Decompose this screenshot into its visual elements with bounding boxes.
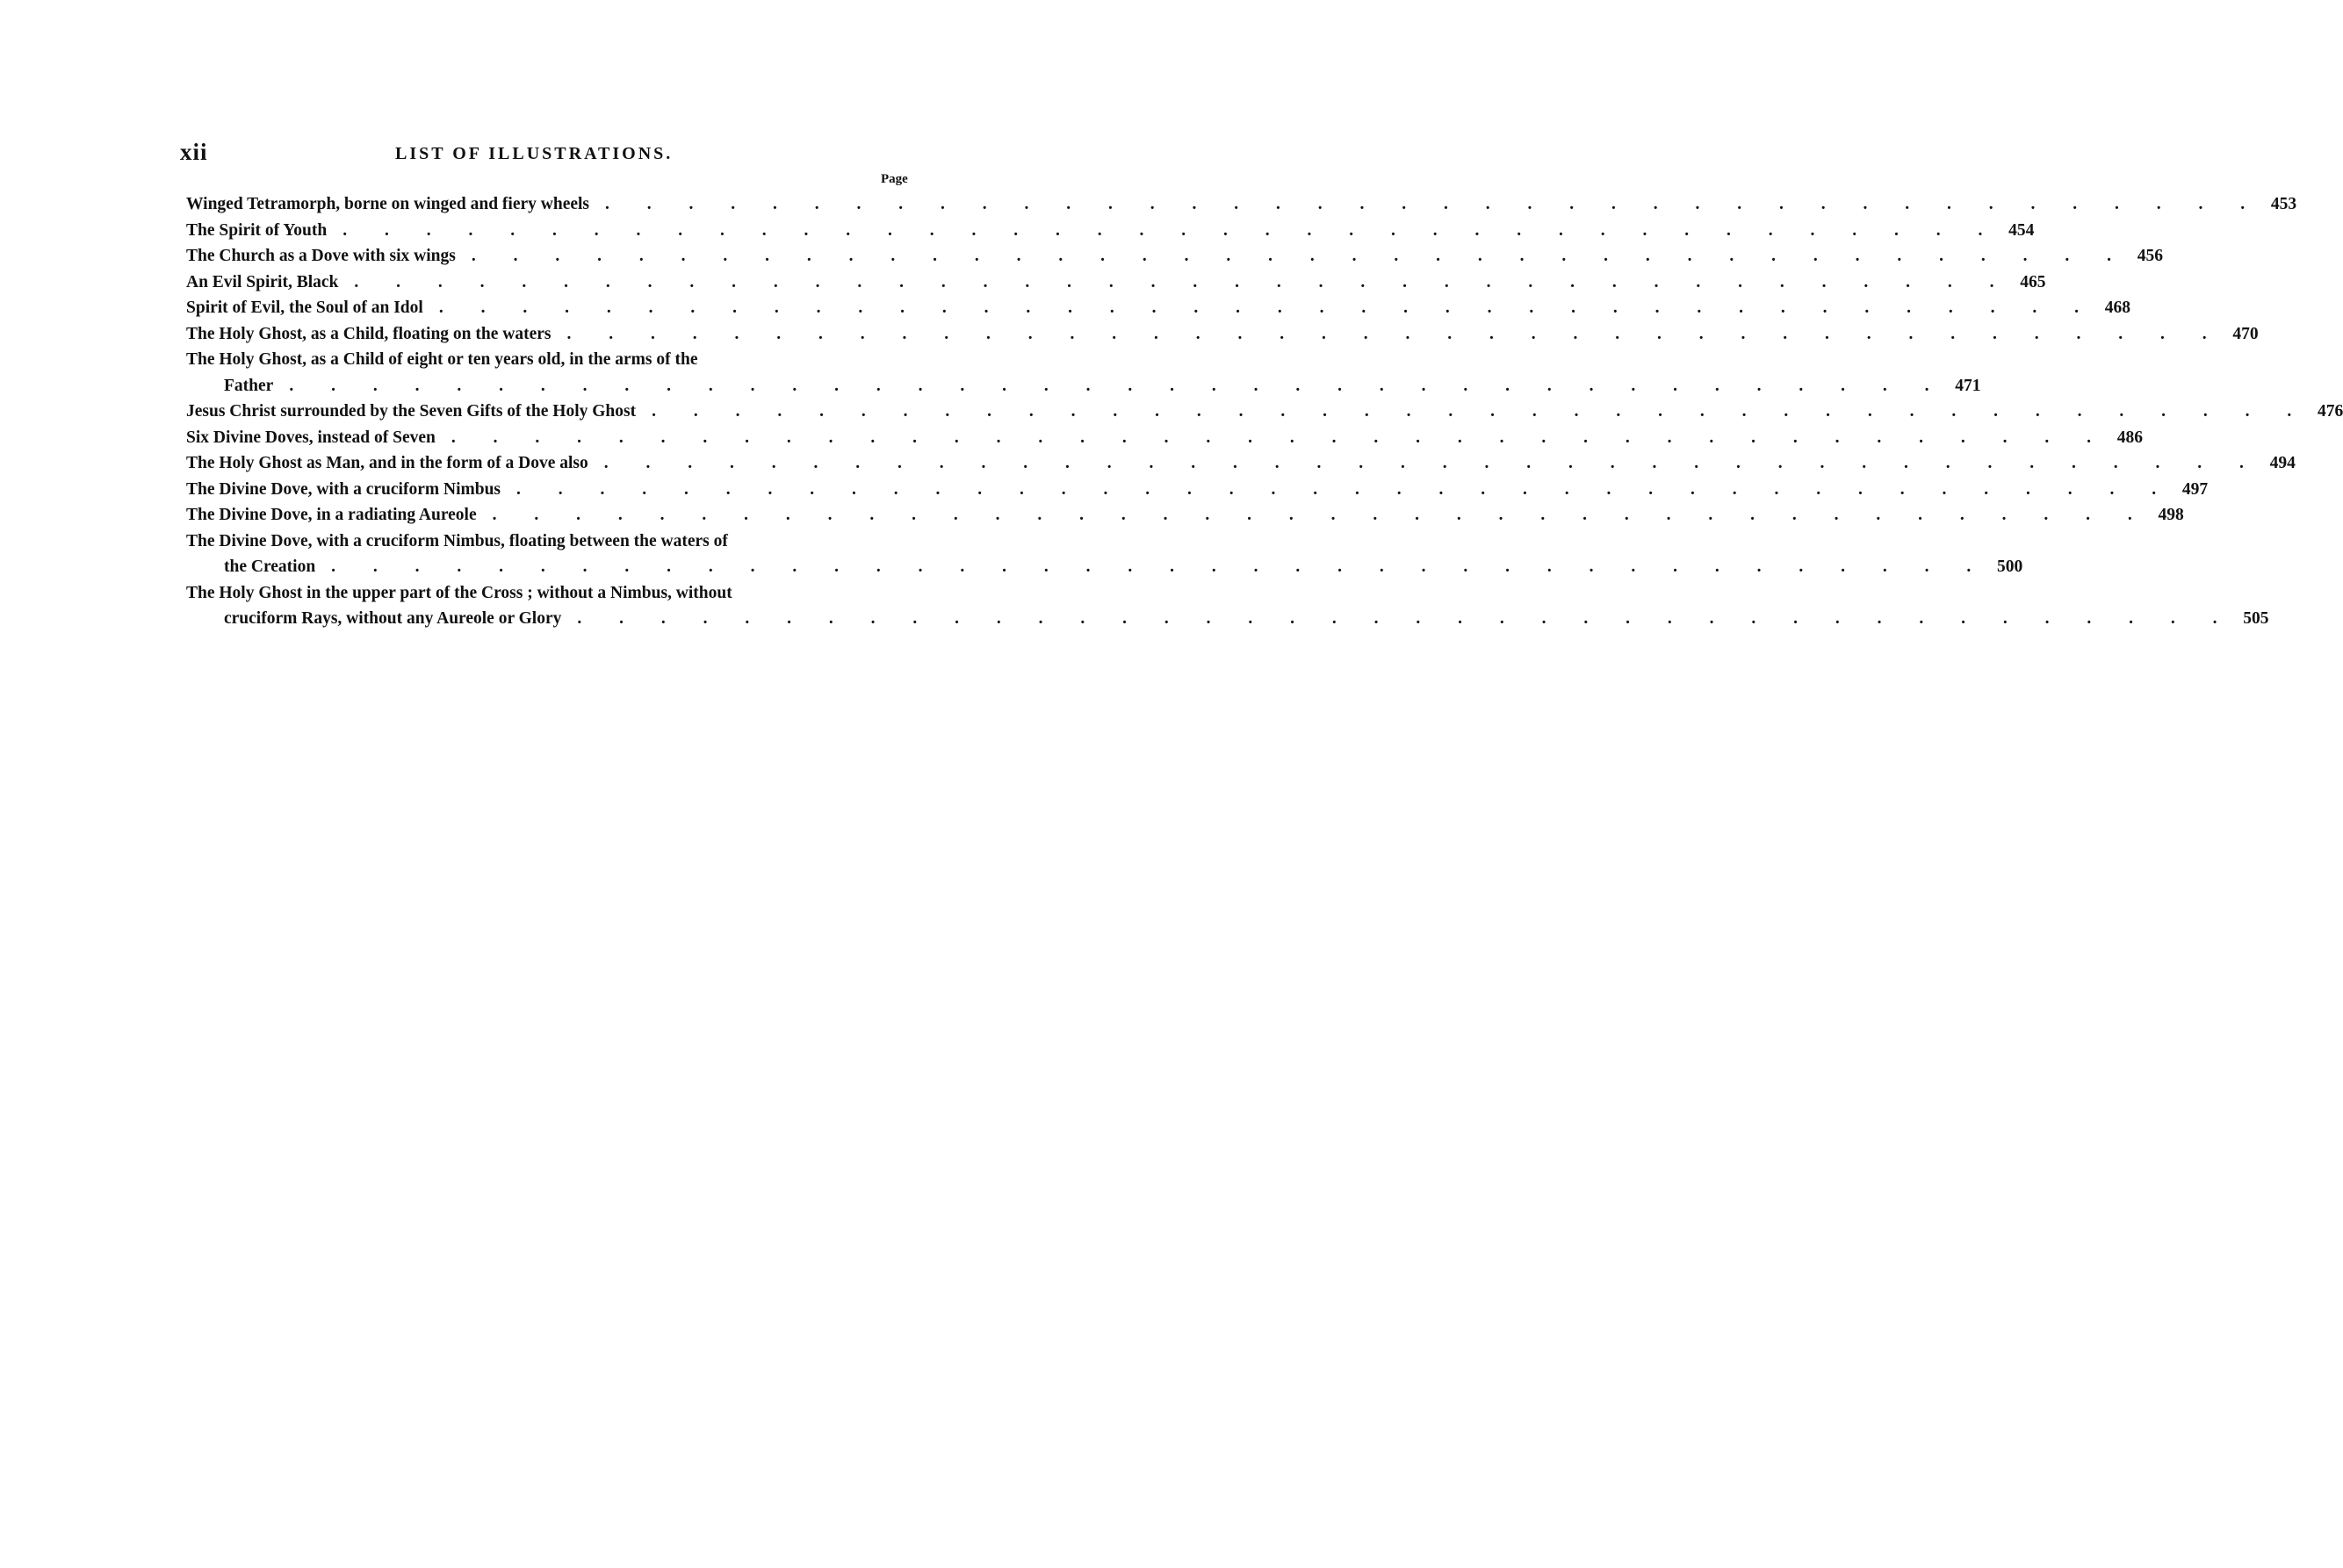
- entry-title: the Creation: [224, 557, 316, 576]
- dot-leader: . . . . . . . . . . . . . . . . . . . . . . . . . . . . . . . . . . . . . . . .: [652, 402, 2309, 421]
- entry-title: Father: [224, 376, 274, 395]
- dot-leader: . . . . . . . . . . . . . . . . . . . . . . . . . . . . . . . . . . . . . . . .: [492, 506, 2149, 524]
- entry-page-number: 486: [2116, 428, 2143, 447]
- dot-leader: . . . . . . . . . . . . . . . . . . . . . . . . . . . . . . . . . . . . . . . .: [451, 428, 2108, 447]
- toc-entry: [186, 450, 2296, 477]
- dot-leader: . . . . . . . . . . . . . . . . . . . . . . . . . . . . . . . . . . . . . . . .: [342, 220, 2000, 240]
- entry-title: Six Divine Doves, instead of Seven: [186, 428, 436, 447]
- toc-entry-line: [186, 477, 2209, 503]
- toc-entry: [186, 347, 1981, 399]
- entry-page-number: 498: [2158, 506, 2184, 524]
- toc-entry: [186, 399, 2343, 425]
- toc-entry-line: [186, 580, 926, 607]
- toc-entry-line: [186, 270, 2046, 296]
- dot-leader: . . . . . . . . . . . . . . . . . . . . . . . . . . . . . . . . . . . . . . . .: [516, 479, 2174, 499]
- dot-leader: . . . . . . . . . . . . . . . . . . . . . . . . . . . . . . . . . . . . . . . .: [354, 272, 2011, 291]
- entry-page-number: 471: [1955, 376, 1981, 395]
- toc-entry-line: [186, 295, 2130, 321]
- running-title: LIST OF ILLUSTRATIONS.: [395, 144, 674, 163]
- entry-title: An Evil Spirit, Black: [186, 272, 339, 291]
- entry-page-number: 470: [2232, 324, 2259, 343]
- toc-entry-line: [186, 191, 2297, 218]
- toc-entry-line: [186, 554, 2023, 580]
- toc-entry: [186, 477, 2209, 503]
- entry-title: Spirit of Evil, the Soul of an Idol: [186, 298, 423, 317]
- toc-entry-line: [186, 606, 2269, 632]
- toc-entry: [186, 295, 2130, 321]
- illustrations-list: [186, 191, 2343, 632]
- toc-entry-line: [186, 347, 926, 373]
- toc-entry: [186, 529, 2023, 580]
- toc-entry: [186, 580, 2269, 632]
- entry-page-number: 453: [2270, 195, 2297, 213]
- entry-title: The Holy Ghost in the upper part of the Cross ; without a Nimbus, without: [186, 583, 732, 602]
- page-number: xii: [180, 139, 208, 165]
- toc-entry: [186, 270, 2046, 296]
- entry-page-number: 465: [2020, 272, 2046, 291]
- page-column-label: Page: [881, 172, 908, 186]
- dot-leader: . . . . . . . . . . . . . . . . . . . . . . . . . . . . . . . . . . . . . . . .: [605, 195, 2262, 213]
- dot-leader: . . . . . . . . . . . . . . . . . . . . . . . . . . . . . . . . . . . . . . . .: [603, 454, 2260, 472]
- entry-page-number: 456: [2137, 247, 2163, 265]
- entry-title: Jesus Christ surrounded by the Seven Gifts of the Holy Ghost: [186, 402, 637, 421]
- entry-page-number: 494: [2269, 454, 2296, 472]
- dot-leader: . . . . . . . . . . . . . . . . . . . . . . . . . . . . . . . . . . . . . . . .: [289, 376, 1946, 395]
- dot-leader: . . . . . . . . . . . . . . . . . . . . . . . . . . . . . . . . . . . . . . . .: [331, 557, 1988, 576]
- dot-leader: . . . . . . . . . . . . . . . . . . . . . . . . . . . . . . . . . . . . . . . .: [566, 324, 2224, 343]
- entry-page-number: 468: [2104, 298, 2130, 317]
- dot-leader: . . . . . . . . . . . . . . . . . . . . . . . . . . . . . . . . . . . . . . . .: [438, 298, 2095, 317]
- entry-title: The Divine Dove, with a cruciform Nimbus: [186, 479, 501, 499]
- toc-entry-line: [186, 243, 2163, 270]
- toc-entry: [186, 218, 2035, 244]
- toc-entry: [186, 191, 2297, 218]
- toc-entry-line: [186, 218, 2035, 244]
- toc-entry: [186, 502, 2184, 529]
- toc-entry-line: [186, 321, 2259, 348]
- entry-title: The Spirit of Youth: [186, 220, 328, 240]
- entry-page-number: 454: [2008, 220, 2035, 240]
- entry-title: The Holy Ghost as Man, and in the form of a Dove also: [186, 454, 588, 472]
- entry-title: The Holy Ghost, as a Child, floating on the waters: [186, 324, 552, 343]
- toc-entry: [186, 243, 2163, 270]
- entry-page-number: 500: [1997, 557, 2023, 576]
- entry-title: cruciform Rays, without any Aureole or Glory: [224, 609, 562, 628]
- toc-entry-line: [186, 502, 2184, 529]
- toc-entry-line: [186, 425, 2143, 451]
- entry-title: The Divine Dove, with a cruciform Nimbus, floating between the waters of: [186, 531, 728, 550]
- entry-title: The Holy Ghost, as a Child of eight or ten years old, in the arms of the: [186, 350, 698, 369]
- entry-page-number: 497: [2181, 479, 2209, 499]
- dot-leader: . . . . . . . . . . . . . . . . . . . . . . . . . . . . . . . . . . . . . . . .: [577, 609, 2234, 628]
- entry-page-number: 476: [2317, 402, 2343, 421]
- page-header: [180, 139, 931, 169]
- toc-entry-line: [186, 399, 2343, 425]
- toc-entry-line: [186, 373, 1981, 399]
- toc-entry-line: [186, 450, 2296, 477]
- toc-entry: [186, 425, 2143, 451]
- entry-page-number: 505: [2243, 609, 2269, 628]
- entry-title: The Divine Dove, in a radiating Aureole: [186, 506, 477, 524]
- toc-entry-line: [186, 529, 926, 555]
- entry-title: The Church as a Dove with six wings: [186, 247, 456, 265]
- dot-leader: . . . . . . . . . . . . . . . . . . . . . . . . . . . . . . . . . . . . . . . .: [471, 247, 2128, 265]
- toc-entry: [186, 321, 2259, 348]
- entry-title: Winged Tetramorph, borne on winged and fiery wheels: [186, 195, 590, 213]
